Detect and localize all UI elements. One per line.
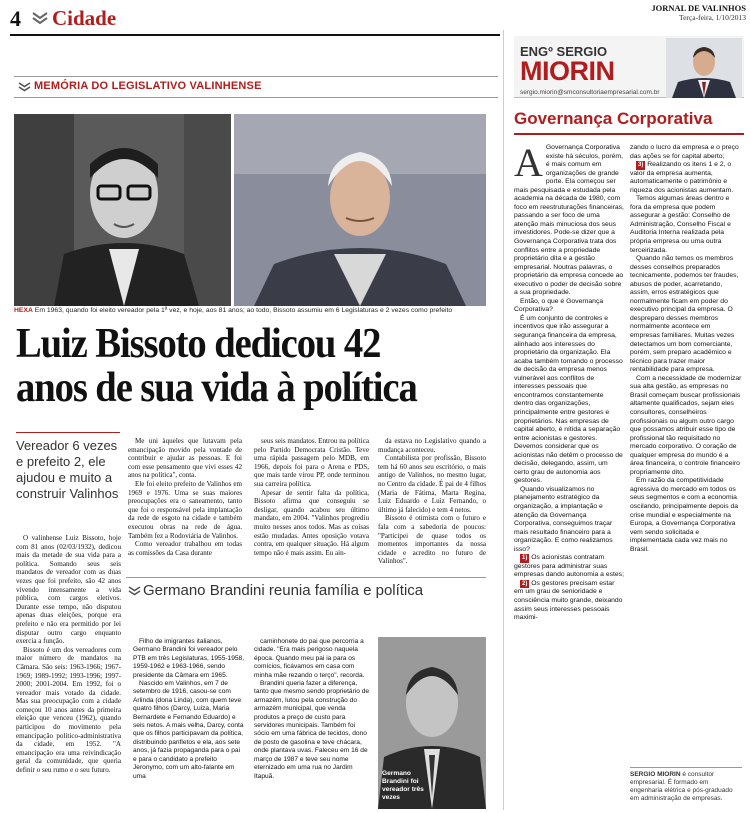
paragraph: Como vereador trabalhou em todas as comissões da Casa durante xyxy=(128,540,242,557)
article-column-2 xyxy=(128,437,242,557)
caption-text: Em 1963, quando foi eleito vereador pela 1ª vez, e hoje, aos 81 anos; ao todo, Bissoto assumiu em 6 Legislaturas e 2 vezes como prefeito xyxy=(34,307,453,314)
photo-bissoto-today xyxy=(234,114,486,306)
subhead-rule xyxy=(16,432,120,433)
paragraph: zando o lucro da empresa e o preço das ações se for capital aberto; xyxy=(630,144,739,160)
paragraph: Temos algumas áreas dentro e fora da empresa que podem assegurar a gestão: Conselho de Administração, Conselho Fiscal e Auditoria Interna realizada pela própria empresa ou uma outra terceirizada. xyxy=(630,195,731,254)
list-item xyxy=(514,580,624,623)
photo-caption xyxy=(14,307,486,314)
list-item xyxy=(514,554,624,580)
paragraph: Em razão da competitividade agressiva do mercado em todos os seus segmentos e com a economia oscilando, principalmente depois da crise mundial e especialmente na Europa, a Governança Corporativa vem sendo solicitada e implementada cada vez mais no Brasil. xyxy=(630,477,739,553)
bio-name: SERGIO MIORIN xyxy=(630,771,681,778)
paper-name: JORNAL DE VALINHOS xyxy=(651,3,746,13)
column-separator xyxy=(503,30,504,810)
dropcap: A xyxy=(514,140,543,185)
paragraph: Com a necessidade de modernizar sua alta gestão, as empresas no Brasil começam buscar profissionais altamente qualificados, sejam eles consultores, conselheiros profissionais ou algum outro cargo que possamos atribuir esse tipo de profissional tão requisitado no mercado corporativo. O coração de qualquer empresa do mundo é a área financeira, o controle financeiro propriamente dito. xyxy=(630,374,742,476)
sidebar-photo-caption: Germano Brandini foi vereador três vezes xyxy=(382,770,424,801)
caption-label: HEXA xyxy=(14,307,33,314)
paragraph: Filho de imigrantes italianos, Germano Brandini foi vereador pelo PTB em três Legislaturas, 1955-1958, 1959-1962 e 1963-1966, sendo presidente da Câmara em 1965. xyxy=(133,638,245,679)
section-title: Cidade xyxy=(52,6,117,30)
sidebar-rule xyxy=(126,577,486,578)
chevron-icon xyxy=(128,586,141,596)
paragraph: seus seis mandatos. Entrou na política pelo Partido Democrata Cristão. Teve uma rápida passagem pelo MDB, em 1966, depois foi para o Arena e PDS, que mais tarde virou PP, onde terminou sua carreira política. xyxy=(254,437,369,488)
kicker-title: MEMÓRIA DO LEGISLATIVO VALINHENSE xyxy=(34,80,262,92)
paragraph: Apesar de sentir falta da política, Bissoto afirma que conseguiu se desligar, quando acabou seu último mandato, em 2004. "Valinhos progrediu muito nesses anos todos. Mas as coisas estão mudadas. Antes oposição votava contra, em qualquer situação. Há algum tempo não é mais assim. Eu ain- xyxy=(254,488,369,557)
list-number: 3) xyxy=(638,162,644,169)
paragraph: Me uni àqueles que lutavam pela emancipação movido pela vontade de contribuir e ajudar as pessoas. E foi com esse pensamento que vivi esses 42 anos na política", conta. xyxy=(128,437,242,480)
paragraph: da estava no Legislativo quando a mudança aconteceu. xyxy=(378,437,486,454)
paragraph: Então, o que é Governança Corporativa? xyxy=(514,297,604,314)
article-column-1 xyxy=(16,534,121,775)
sidebar-title: Germano Brandini reunia família e política xyxy=(143,582,424,599)
list-text: Os gestores precisam estar em um grau de senioridade e consciência muito grande, deixando assim seus interesses pessoais maximi- xyxy=(514,579,623,622)
paragraph: caminhonete do pai que percorria a cidade. "Era mais perigoso naquela época. Quando meu pai ia para os comícios, ficávamos em casa com minha mãe rezando o terço", recorda. xyxy=(254,638,365,679)
author-email: sergio.miorin@smconsultoriaempresarial.com.br xyxy=(520,89,660,96)
paragraph: Bissoto é um dos vereadores com maior número de mandatos na Câmara. São seis: 1963-1966; 1967-1969; 1989-1992; 1993-1996; 1997-2000; 2001-2004. Em 1992, foi o vereador mais votado da cidade. Mas sua preocupação com a cidade começou 10 anos antes da primeira eleição que venceu (1962), quando participou do movimento pela emancipação político-administrativa da cidade, em 1952. "A emancipação era uma reivindicação geral da comunidade, que queria definir o seu rumo e o seu futuro. xyxy=(16,645,121,775)
photo-bissoto-1963 xyxy=(14,114,231,306)
paragraph: Brandini queria fazer a diferença, tanto que mesmo sendo proprietário de armazém, lutou pela construção do armazém municipal, que venda produtos a preço de custo para servidores municipais. Também foi sócio em uma fábrica de tecidos, dono de posto de gasolina e teve chácara, onde plantava uvas. Faleceu em 16 de março de 1987 e teve seu nome eternizado em uma rua no Jardim Itapuã. xyxy=(254,680,370,780)
paragraph: Nascido em Valinhos, em 7 de setembro de 1916, casou-se com Arlinda (dona Linda), com quem teve quatro filhos (Darcy, Luiza, Maria Bernardete e Fernando Eduardo) e seis netos. A mais velha, Darcy, conta que os filhos participavam da política, distribuindo panfletos e ela, aos sete anos, já fazia propaganda para o pai e para o candidato a prefeito Jeronymo, com um alto-falante em uma xyxy=(133,680,244,780)
paragraph: É um conjunto de controles e incentivos que irão assegurar a segurança financeira da empresa, alinhado aos interesses do proprietário da organização. Ela acaba também tornando o processo de decisão da empresa menos vulnerável aos conflitos de interesses pessoais que encontramos constantemente dentro das organizações, principalmente entre gestores e proprietários. Nas empresas de capital aberto, é nítida a separação entre acionistas e gestores. Devemos considerar que os acionistas não detêm o processo de decisão, delegando, assim, um certo grau de autonomia aos gestores. xyxy=(514,314,623,485)
paragraph: Quando não temos os membros desses conselhos preparados tecnicamente, podemos ter fraudes, abusos de poder, acarretando, assim, erros estratégicos que normalmente ficam em poder do executivo principal da empresa. O despreparo desses membros normalmente acontece em empresas familiares. Muitas vezes detectamos um bom comerciante, porém, sem preparo acadêmico e técnico para trazer maior rentabilidade para empresa. xyxy=(630,255,739,374)
paragraph: Ele foi eleito prefeito de Valinhos em 1969 e 1976. Uma se suas maiores preocupações era o saneamento, tanto que foi o responsável pela implantação da rede de esgoto na cidade e também executou obras na rede de água. Também fez a Rodoviária de Valinhos. xyxy=(128,479,242,540)
list-text: Realizando os itens 1 e 2, o valor da empresa aumenta, automaticamente o patrimônio e riqueza dos acionistas aumentam. xyxy=(630,161,734,194)
issue-date: Terça-feira, 1/10/2013 xyxy=(679,13,746,22)
author-name: MIORIN xyxy=(520,56,615,86)
list-text: Os acionistas contratam gestores para administrar suas empresas dando autonomia a estes; xyxy=(514,554,624,579)
sidebar-column-2 xyxy=(254,638,370,781)
paragraph: Quando visualizamos no planejamento estratégico da organização, a implantação e atenção da Governança Corporativa, conseguimos traçar mais resultado financeiro para a organização. E como realizamos isso? xyxy=(514,485,613,553)
column-text-2 xyxy=(630,144,742,554)
paragraph: Contabilista por profissão, Bissoto tem há 60 anos seu escritório, o mais antigo de Valinhos, no mesmo lugar, no Centro da cidade. É pai de 4 filhos (Maria de Fátima, Marta Regina, Luiz Eduardo e Luiz Fernando, o último já falecido) e tem 4 netos. xyxy=(378,454,486,514)
chevron-icon xyxy=(32,12,48,24)
article-column-4 xyxy=(378,437,486,566)
page-number: 4 xyxy=(10,6,21,31)
subhead: Vereador 6 vezes e prefeito 2, ele ajudou e muito a construir Valinhos xyxy=(16,438,119,501)
article-column-3 xyxy=(254,437,369,557)
sidebar-column-1 xyxy=(133,638,245,781)
list-number: 1) xyxy=(522,555,528,562)
chevron-icon xyxy=(18,82,31,92)
headline: Luiz Bissoto dedicou 42 anos de sua vida à política xyxy=(16,321,417,411)
author-bio xyxy=(630,771,742,803)
paragraph: Bissoto é otimista com o futuro e fala com a sabedoria de poucos: "Participei de quase todos os momentos importantes da nossa cidade e acredito no futuro de Valinhos". xyxy=(378,514,486,566)
column-text-1 xyxy=(514,140,624,623)
list-item xyxy=(630,161,742,195)
author-title: ENGº SERGIO xyxy=(520,44,608,59)
paragraph: O valinhense Luiz Bissoto, hoje com 81 anos (02/03/1932), dedicou mais da metade de sua vida para a política. Somando seus seis mandatos de vereador com as duas vezes que foi prefeito, são 42 anos vivendo intensamente a vida pública, com cargos eletivos. Durante esse tempo, não disputou apenas duas eleições, porque era prefeito e não era permitido por lei disputar outro cargo enquanto exercia a função. xyxy=(16,534,121,646)
list-number: 2) xyxy=(522,580,528,587)
header-rule xyxy=(10,34,500,36)
bio-rule xyxy=(630,767,742,768)
paragraph: Governança Corporativa existe há séculos, porém, é mais comum em organizações de grande porte. Ela começou ser mais pesquisada e estudada pela academia na década de 1980, com foco em reestruturações financeiras, passando a ser foco de uma atenção mais minuciosa dos seus investidores. Pode-se dizer que a Governança Corporativa trata dos conflitos entre a propriedade proprietário dita e a gestão empresarial. Noutras palavras, o proprietário da empresa concede ao executivo o poder de decisão sobre a sua propriedade. xyxy=(514,144,624,297)
column-title: Governança Corporativa xyxy=(514,109,744,135)
bio-text: é consultor empresarial. É formado em engenharia elétrica e pós-graduado em administração de empresas. xyxy=(630,771,733,802)
